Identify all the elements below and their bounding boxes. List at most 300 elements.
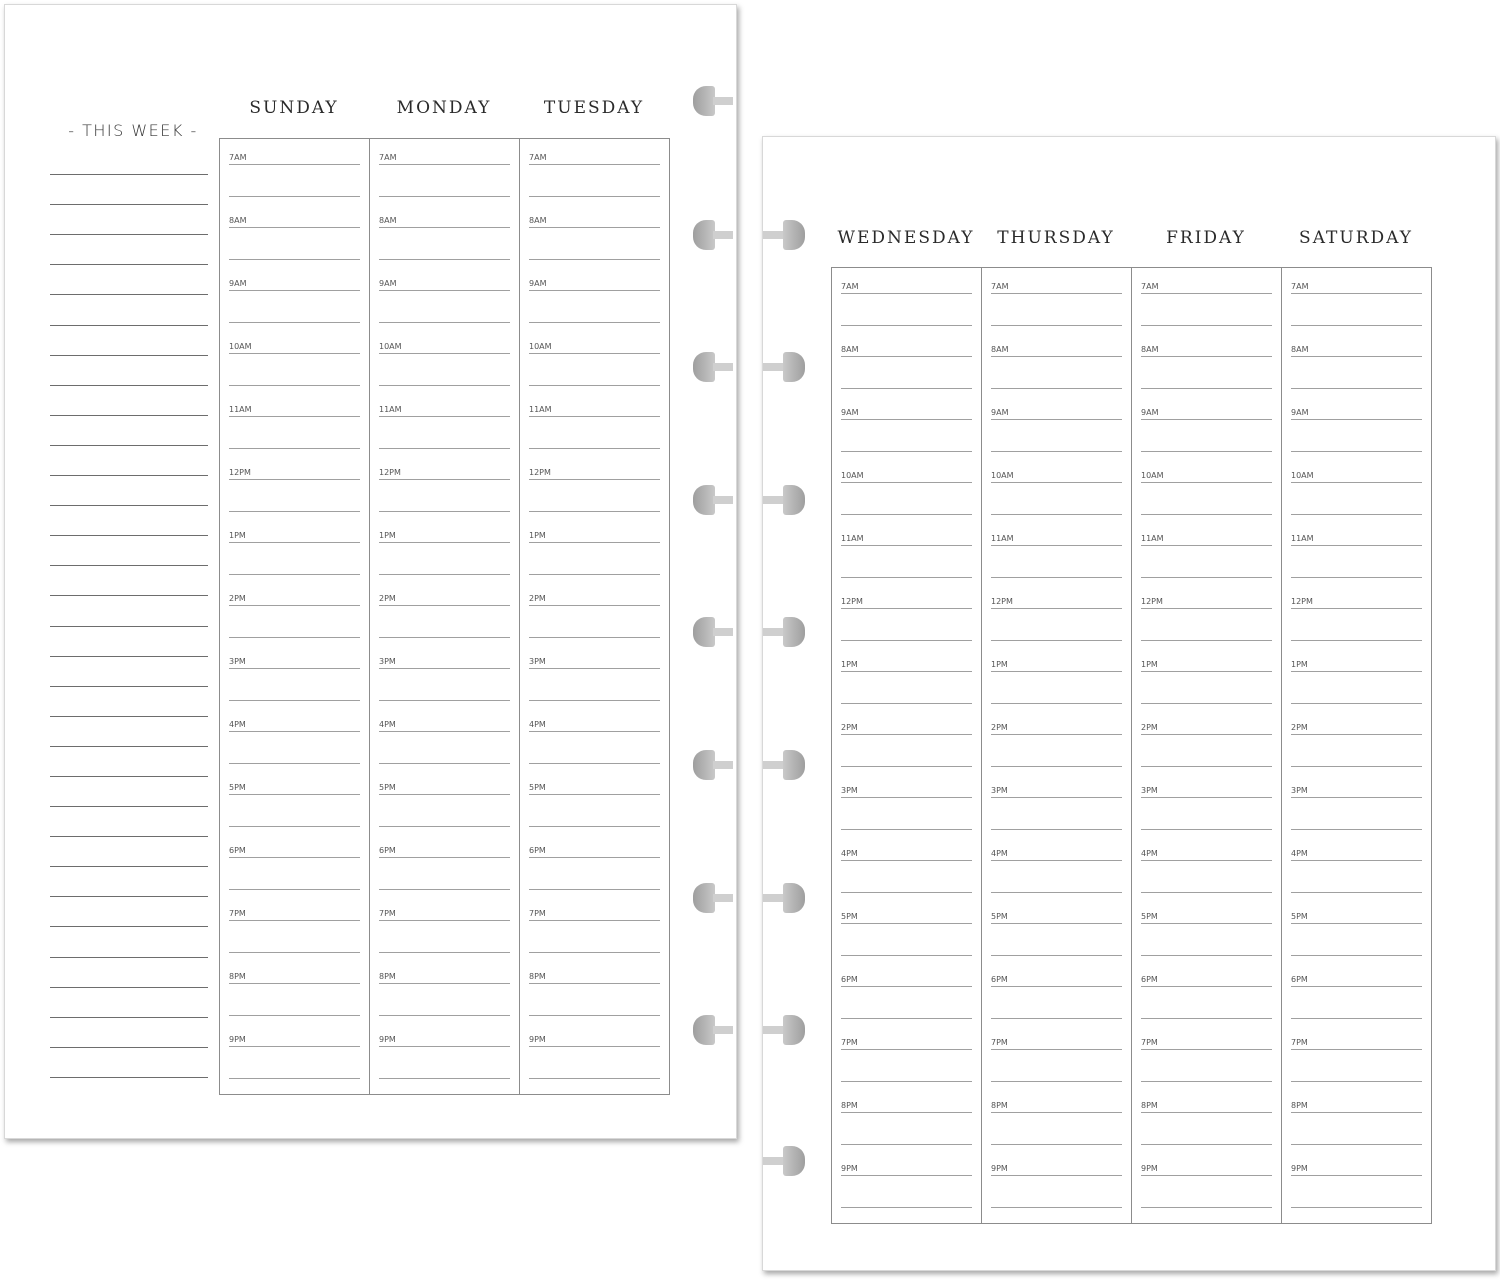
note-line[interactable]: [50, 446, 208, 476]
time-slot[interactable]: [229, 1021, 360, 1084]
note-line[interactable]: [50, 837, 208, 867]
time-label: 6PM: [841, 975, 858, 984]
time-slot[interactable]: [379, 328, 510, 391]
writing-line: [379, 164, 510, 165]
time-slot[interactable]: [379, 139, 510, 202]
writing-line: [529, 637, 660, 638]
note-line[interactable]: [50, 536, 208, 566]
writing-line: [991, 986, 1122, 987]
writing-line: [529, 448, 660, 449]
time-slot[interactable]: [841, 520, 972, 583]
time-label: 7AM: [529, 153, 547, 162]
time-label: 11AM: [841, 534, 864, 543]
writing-line: [229, 416, 360, 417]
time-label: 10AM: [991, 471, 1014, 480]
time-slot[interactable]: [379, 517, 510, 580]
writing-line: [229, 1015, 360, 1016]
time-slot[interactable]: [529, 895, 660, 958]
writing-line: [841, 1112, 972, 1113]
time-slot[interactable]: [1291, 1024, 1422, 1087]
note-line[interactable]: [50, 988, 208, 1018]
time-label: 5PM: [229, 783, 246, 792]
time-label: 11AM: [379, 405, 402, 414]
binder-disc-icon: [693, 883, 715, 913]
writing-line: [1291, 892, 1422, 893]
writing-line: [229, 259, 360, 260]
time-slot[interactable]: [1141, 268, 1272, 331]
time-slot[interactable]: [379, 958, 510, 1021]
writing-line: [841, 734, 972, 735]
writing-line: [1141, 955, 1272, 956]
writing-line: [379, 259, 510, 260]
note-line[interactable]: [50, 927, 208, 957]
time-label: 8PM: [1291, 1101, 1308, 1110]
time-label: 8PM: [991, 1101, 1008, 1110]
binder-disc-icon: [783, 352, 805, 382]
writing-line: [841, 955, 972, 956]
day-header-sunday: SUNDAY: [249, 98, 339, 118]
time-slot[interactable]: [529, 706, 660, 769]
day-header-friday: FRIDAY: [1166, 228, 1246, 248]
writing-line: [529, 668, 660, 669]
writing-line: [379, 1046, 510, 1047]
time-slot[interactable]: [529, 1021, 660, 1084]
writing-line: [1291, 451, 1422, 452]
time-slot[interactable]: [229, 895, 360, 958]
time-slot[interactable]: [529, 832, 660, 895]
time-slot[interactable]: [1291, 331, 1422, 394]
time-slot[interactable]: [229, 454, 360, 517]
time-slot[interactable]: [529, 391, 660, 454]
writing-line: [1141, 797, 1272, 798]
writing-line: [379, 1015, 510, 1016]
writing-line: [379, 826, 510, 827]
time-slot[interactable]: [229, 391, 360, 454]
writing-line: [529, 794, 660, 795]
time-slot[interactable]: [529, 643, 660, 706]
writing-line: [991, 1175, 1122, 1176]
binder-disc-icon: [693, 485, 715, 515]
writing-line: [1141, 986, 1272, 987]
time-slot[interactable]: [1291, 646, 1422, 709]
writing-line: [529, 857, 660, 858]
time-slot[interactable]: [991, 772, 1122, 835]
time-slot[interactable]: [229, 517, 360, 580]
time-slot[interactable]: [1291, 772, 1422, 835]
time-slot[interactable]: [379, 202, 510, 265]
time-slot[interactable]: [229, 202, 360, 265]
writing-line: [379, 511, 510, 512]
time-slot[interactable]: [841, 646, 972, 709]
time-slot[interactable]: [379, 895, 510, 958]
time-slot[interactable]: [1141, 331, 1272, 394]
writing-line: [229, 668, 360, 669]
time-slot[interactable]: [991, 583, 1122, 646]
time-slot[interactable]: [991, 961, 1122, 1024]
note-line[interactable]: [50, 717, 208, 747]
writing-line: [1141, 1144, 1272, 1145]
time-label: 10AM: [1141, 471, 1164, 480]
time-label: 12PM: [1141, 597, 1163, 606]
note-line[interactable]: [50, 476, 208, 506]
writing-line: [1141, 892, 1272, 893]
time-label: 9PM: [1291, 1164, 1308, 1173]
time-slot[interactable]: [1141, 583, 1272, 646]
note-line[interactable]: [50, 1018, 208, 1048]
writing-line: [1141, 1018, 1272, 1019]
note-line[interactable]: [50, 627, 208, 657]
writing-line: [529, 889, 660, 890]
writing-line: [229, 448, 360, 449]
writing-line: [1291, 388, 1422, 389]
time-slot[interactable]: [991, 268, 1122, 331]
writing-line: [229, 794, 360, 795]
writing-line: [529, 353, 660, 354]
note-line[interactable]: [50, 295, 208, 325]
time-label: 4PM: [529, 720, 546, 729]
time-label: 11AM: [1141, 534, 1164, 543]
writing-line: [841, 986, 972, 987]
writing-line: [991, 1207, 1122, 1208]
writing-line: [991, 482, 1122, 483]
time-slot[interactable]: [991, 1087, 1122, 1150]
note-line[interactable]: [50, 807, 208, 837]
time-label: 12PM: [529, 468, 551, 477]
note-line[interactable]: [50, 416, 208, 446]
time-slot[interactable]: [1291, 583, 1422, 646]
time-slot[interactable]: [1291, 1150, 1422, 1213]
time-label: 12PM: [991, 597, 1013, 606]
time-label: 10AM: [1291, 471, 1314, 480]
time-slot[interactable]: [1141, 835, 1272, 898]
time-slot[interactable]: [529, 139, 660, 202]
time-label: 5PM: [841, 912, 858, 921]
time-label: 7PM: [1141, 1038, 1158, 1047]
note-line[interactable]: [50, 386, 208, 416]
writing-line: [1291, 293, 1422, 294]
note-line[interactable]: [50, 145, 208, 175]
writing-line: [1141, 1175, 1272, 1176]
time-slot[interactable]: [1291, 961, 1422, 1024]
time-slot[interactable]: [229, 328, 360, 391]
time-slot[interactable]: [841, 1087, 972, 1150]
time-slot[interactable]: [841, 394, 972, 457]
writing-line: [529, 290, 660, 291]
writing-line: [229, 164, 360, 165]
time-label: 7AM: [379, 153, 397, 162]
writing-line: [841, 766, 972, 767]
time-slot[interactable]: [841, 709, 972, 772]
time-label: 7AM: [991, 282, 1009, 291]
time-slot[interactable]: [379, 454, 510, 517]
time-slot[interactable]: [229, 643, 360, 706]
time-slot[interactable]: [841, 457, 972, 520]
writing-line: [529, 983, 660, 984]
time-slot[interactable]: [841, 961, 972, 1024]
writing-line: [841, 1049, 972, 1050]
writing-line: [841, 545, 972, 546]
note-line[interactable]: [50, 265, 208, 295]
time-slot[interactable]: [841, 331, 972, 394]
time-slot[interactable]: [1291, 457, 1422, 520]
time-slot[interactable]: [841, 835, 972, 898]
time-label: 7PM: [229, 909, 246, 918]
writing-line: [841, 577, 972, 578]
time-label: 1PM: [991, 660, 1008, 669]
note-line[interactable]: [50, 687, 208, 717]
writing-line: [1141, 482, 1272, 483]
time-slot[interactable]: [229, 580, 360, 643]
writing-line: [379, 763, 510, 764]
binder-disc-icon: [693, 86, 715, 116]
time-slot[interactable]: [529, 454, 660, 517]
time-label: 6PM: [529, 846, 546, 855]
right-planner-page: [762, 136, 1496, 1271]
time-label: 9PM: [841, 1164, 858, 1173]
writing-line: [991, 1112, 1122, 1113]
writing-line: [1141, 356, 1272, 357]
time-label: 11AM: [1291, 534, 1314, 543]
day-column-sunday: [220, 139, 370, 1094]
this-week-notes-lines: [50, 145, 208, 1078]
note-line[interactable]: [50, 175, 208, 205]
time-slot[interactable]: [1141, 709, 1272, 772]
time-label: 9AM: [991, 408, 1009, 417]
time-slot[interactable]: [229, 265, 360, 328]
writing-line: [379, 479, 510, 480]
writing-line: [229, 700, 360, 701]
writing-line: [379, 605, 510, 606]
writing-line: [379, 952, 510, 953]
writing-line: [841, 797, 972, 798]
writing-line: [991, 356, 1122, 357]
writing-line: [841, 1175, 972, 1176]
binder-disc-icon: [783, 220, 805, 250]
time-slot[interactable]: [529, 580, 660, 643]
time-label: 5PM: [991, 912, 1008, 921]
time-slot[interactable]: [229, 706, 360, 769]
time-label: 8AM: [1291, 345, 1309, 354]
time-slot[interactable]: [841, 268, 972, 331]
writing-line: [1141, 734, 1272, 735]
time-label: 2PM: [379, 594, 396, 603]
writing-line: [1141, 703, 1272, 704]
time-slot[interactable]: [991, 520, 1122, 583]
writing-line: [1141, 293, 1272, 294]
note-line[interactable]: [50, 506, 208, 536]
time-label: 7PM: [1291, 1038, 1308, 1047]
note-line[interactable]: [50, 356, 208, 386]
time-slot[interactable]: [379, 580, 510, 643]
note-line[interactable]: [50, 747, 208, 777]
time-slot[interactable]: [1291, 898, 1422, 961]
writing-line: [841, 640, 972, 641]
writing-line: [841, 1018, 972, 1019]
time-slot[interactable]: [529, 265, 660, 328]
writing-line: [379, 385, 510, 386]
writing-line: [1291, 1018, 1422, 1019]
time-slot[interactable]: [991, 331, 1122, 394]
note-line[interactable]: [50, 958, 208, 988]
time-slot[interactable]: [229, 832, 360, 895]
writing-line: [379, 668, 510, 669]
writing-line: [229, 1046, 360, 1047]
writing-line: [991, 766, 1122, 767]
time-slot[interactable]: [229, 958, 360, 1021]
time-slot[interactable]: [991, 835, 1122, 898]
time-slot[interactable]: [379, 1021, 510, 1084]
note-line[interactable]: [50, 897, 208, 927]
time-label: 9AM: [1291, 408, 1309, 417]
writing-line: [529, 1078, 660, 1079]
writing-line: [229, 574, 360, 575]
time-slot[interactable]: [379, 265, 510, 328]
time-label: 2PM: [529, 594, 546, 603]
binder-disc-icon: [783, 485, 805, 515]
writing-line: [379, 448, 510, 449]
writing-line: [379, 353, 510, 354]
time-slot[interactable]: [1291, 394, 1422, 457]
writing-line: [1291, 1112, 1422, 1113]
time-slot[interactable]: [1141, 898, 1272, 961]
binder-disc-icon: [693, 220, 715, 250]
time-label: 11AM: [991, 534, 1014, 543]
writing-line: [1291, 325, 1422, 326]
time-slot[interactable]: [229, 769, 360, 832]
time-slot[interactable]: [1141, 646, 1272, 709]
time-slot[interactable]: [529, 328, 660, 391]
time-slot[interactable]: [379, 769, 510, 832]
note-line[interactable]: [50, 566, 208, 596]
time-slot[interactable]: [1291, 268, 1422, 331]
time-label: 7AM: [229, 153, 247, 162]
right-schedule-grid: [831, 267, 1432, 1224]
time-label: 3PM: [529, 657, 546, 666]
time-slot[interactable]: [841, 898, 972, 961]
time-slot[interactable]: [991, 457, 1122, 520]
time-slot[interactable]: [991, 1150, 1122, 1213]
time-label: 12PM: [379, 468, 401, 477]
time-slot[interactable]: [1291, 835, 1422, 898]
time-slot[interactable]: [1141, 1150, 1272, 1213]
time-slot[interactable]: [1141, 772, 1272, 835]
time-slot[interactable]: [991, 898, 1122, 961]
time-slot[interactable]: [1141, 1087, 1272, 1150]
writing-line: [529, 574, 660, 575]
time-label: 6PM: [229, 846, 246, 855]
writing-line: [1291, 986, 1422, 987]
time-slot[interactable]: [379, 391, 510, 454]
writing-line: [991, 923, 1122, 924]
time-slot[interactable]: [529, 517, 660, 580]
time-slot[interactable]: [841, 772, 972, 835]
writing-line: [379, 227, 510, 228]
note-line[interactable]: [50, 205, 208, 235]
day-header-thursday: THURSDAY: [997, 228, 1115, 248]
writing-line: [379, 920, 510, 921]
time-slot[interactable]: [1141, 961, 1272, 1024]
time-slot[interactable]: [529, 202, 660, 265]
writing-line: [379, 1078, 510, 1079]
time-label: 8PM: [1141, 1101, 1158, 1110]
time-label: 5PM: [1141, 912, 1158, 921]
time-slot[interactable]: [841, 1024, 972, 1087]
time-label: 2PM: [229, 594, 246, 603]
binder-disc-icon: [693, 352, 715, 382]
day-column-friday: [1132, 268, 1282, 1223]
time-slot[interactable]: [1291, 709, 1422, 772]
writing-line: [529, 731, 660, 732]
time-label: 3PM: [1141, 786, 1158, 795]
note-line[interactable]: [50, 235, 208, 265]
binder-disc-icon: [783, 617, 805, 647]
time-label: 6PM: [1141, 975, 1158, 984]
time-label: 10AM: [229, 342, 252, 351]
writing-line: [529, 227, 660, 228]
time-slot[interactable]: [379, 643, 510, 706]
time-label: 7PM: [379, 909, 396, 918]
time-slot[interactable]: [991, 709, 1122, 772]
binder-disc-icon: [783, 1146, 805, 1176]
time-slot[interactable]: [379, 832, 510, 895]
writing-line: [1141, 545, 1272, 546]
writing-line: [841, 923, 972, 924]
time-slot[interactable]: [529, 958, 660, 1021]
note-line[interactable]: [50, 596, 208, 626]
writing-line: [529, 952, 660, 953]
time-slot[interactable]: [1141, 520, 1272, 583]
time-slot[interactable]: [991, 394, 1122, 457]
note-line[interactable]: [50, 657, 208, 687]
writing-line: [1141, 325, 1272, 326]
time-slot[interactable]: [1291, 1087, 1422, 1150]
time-label: 1PM: [529, 531, 546, 540]
time-slot[interactable]: [841, 1150, 972, 1213]
writing-line: [529, 605, 660, 606]
time-slot[interactable]: [1291, 520, 1422, 583]
note-line[interactable]: [50, 777, 208, 807]
time-label: 8AM: [991, 345, 1009, 354]
writing-line: [379, 794, 510, 795]
time-slot[interactable]: [991, 646, 1122, 709]
writing-line: [1141, 388, 1272, 389]
time-label: 2PM: [991, 723, 1008, 732]
writing-line: [529, 920, 660, 921]
time-label: 9PM: [229, 1035, 246, 1044]
time-slot[interactable]: [1141, 394, 1272, 457]
binder-disc-icon: [783, 750, 805, 780]
writing-line: [991, 514, 1122, 515]
time-slot[interactable]: [229, 139, 360, 202]
note-line[interactable]: [50, 1048, 208, 1078]
time-slot[interactable]: [1141, 1024, 1272, 1087]
note-line[interactable]: [50, 326, 208, 356]
writing-line: [529, 385, 660, 386]
time-slot[interactable]: [379, 706, 510, 769]
time-label: 12PM: [841, 597, 863, 606]
writing-line: [229, 479, 360, 480]
writing-line: [529, 511, 660, 512]
writing-line: [379, 542, 510, 543]
time-slot[interactable]: [529, 769, 660, 832]
time-slot[interactable]: [991, 1024, 1122, 1087]
time-label: 7PM: [529, 909, 546, 918]
writing-line: [529, 259, 660, 260]
time-slot[interactable]: [841, 583, 972, 646]
time-slot[interactable]: [1141, 457, 1272, 520]
time-label: 5PM: [529, 783, 546, 792]
note-line[interactable]: [50, 867, 208, 897]
